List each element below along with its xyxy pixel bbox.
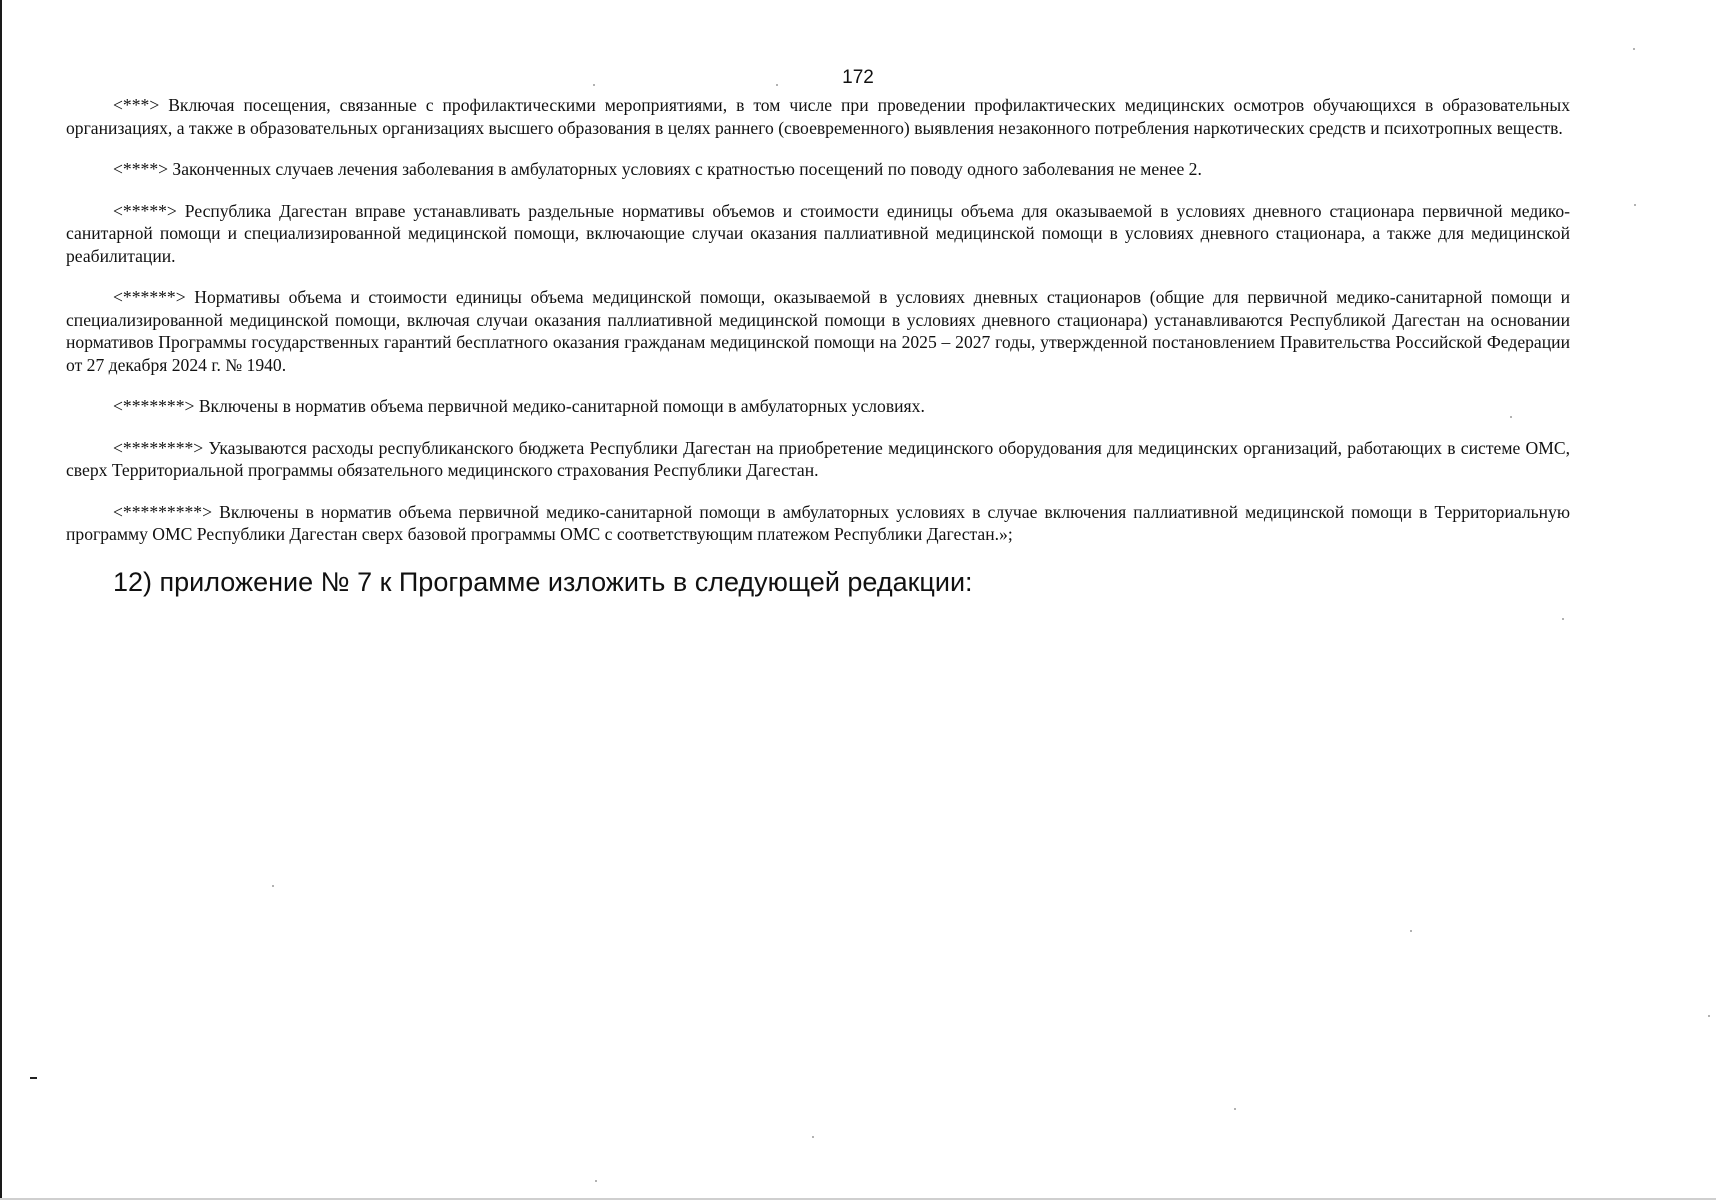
scan-speck	[595, 1180, 597, 1182]
page-number: 172	[842, 67, 874, 88]
amendment-instruction: 12) приложение № 7 к Программе изложить в следующей редакции:	[113, 566, 973, 597]
scan-speck	[1234, 1108, 1236, 1110]
scan-speck	[1510, 416, 1512, 418]
footnote-4-stars: <****> Законченных случаев лечения заболевания в амбулаторных условиях с кратностью посещений по поводу одного заболевания не менее 2.	[113, 159, 1202, 179]
scan-speck	[1562, 618, 1564, 620]
footnote-7-stars: <*******> Включены в норматив объема первичной медико-санитарной помощи в амбулаторных условиях.	[113, 396, 925, 416]
page-frame-left-edge	[0, 0, 2, 1200]
scan-mark	[30, 1077, 37, 1079]
footnote-9-stars: <*********> Включены в норматив объема первичной медико-санитарной помощи в амбулаторных условиях в случае включения паллиативной медицинской помощи в Территориальную программу ОМС Республики Дагестан сверх базовой программы ОМС с соответствующим платежом Республики Дагестан.»;	[66, 501, 1570, 544]
footnote-5-stars: <*****> Республика Дагестан вправе устанавливать раздельные нормативы объемов и стоимости единицы объема для оказываемой в условиях дневного стационара первичной медико-санитарной помощи и специализированной медицинской помощи, включающие случаи оказания паллиативной медицинской помощи в условиях дневного стационара, а также для медицинской реабилитации.	[66, 200, 1570, 266]
scan-speck	[812, 1136, 814, 1138]
scan-speck	[272, 885, 274, 887]
scan-speck	[776, 84, 778, 86]
scan-speck	[593, 84, 595, 86]
scan-speck	[1633, 48, 1635, 50]
scan-speck	[1410, 930, 1412, 932]
scan-speck	[1708, 1015, 1710, 1017]
scan-speck	[1634, 204, 1636, 206]
footnote-3-stars: <***> Включая посещения, связанные с профилактическими мероприятиями, в том числе при проведении профилактических медицинских осмотров обучающихся в образовательных организациях, а также в образовательных организациях высшего образования в целях раннего (своевременного) выявления незаконного потребления наркотических средств и психотропных веществ.	[66, 95, 1570, 138]
footnote-8-stars: <********> Указываются расходы республиканского бюджета Республики Дагестан на приобретение медицинского оборудования для медицинских организаций, работающих в системе ОМС, сверх Территориальной программы обязательного медицинского страхования Республики Дагестан.	[66, 437, 1570, 480]
footnote-6-stars: <******> Нормативы объема и стоимости единицы объема медицинской помощи, оказываемой в условиях дневных стационаров (общие для первичной медико-санитарной помощи и специализированной медицинской помощи, включая случаи оказания паллиативной медицинской помощи в условиях дневного стационара) устанавливаются Республикой Дагестан на основании нормативов Программы государственных гарантий бесплатного оказания гражданам медицинской помощи на 2025 – 2027 годы, утвержденной постановлением Правительства Российской Федерации от 27 декабря 2024 г. № 1940.	[66, 287, 1570, 375]
document-body	[66, 94, 1570, 599]
